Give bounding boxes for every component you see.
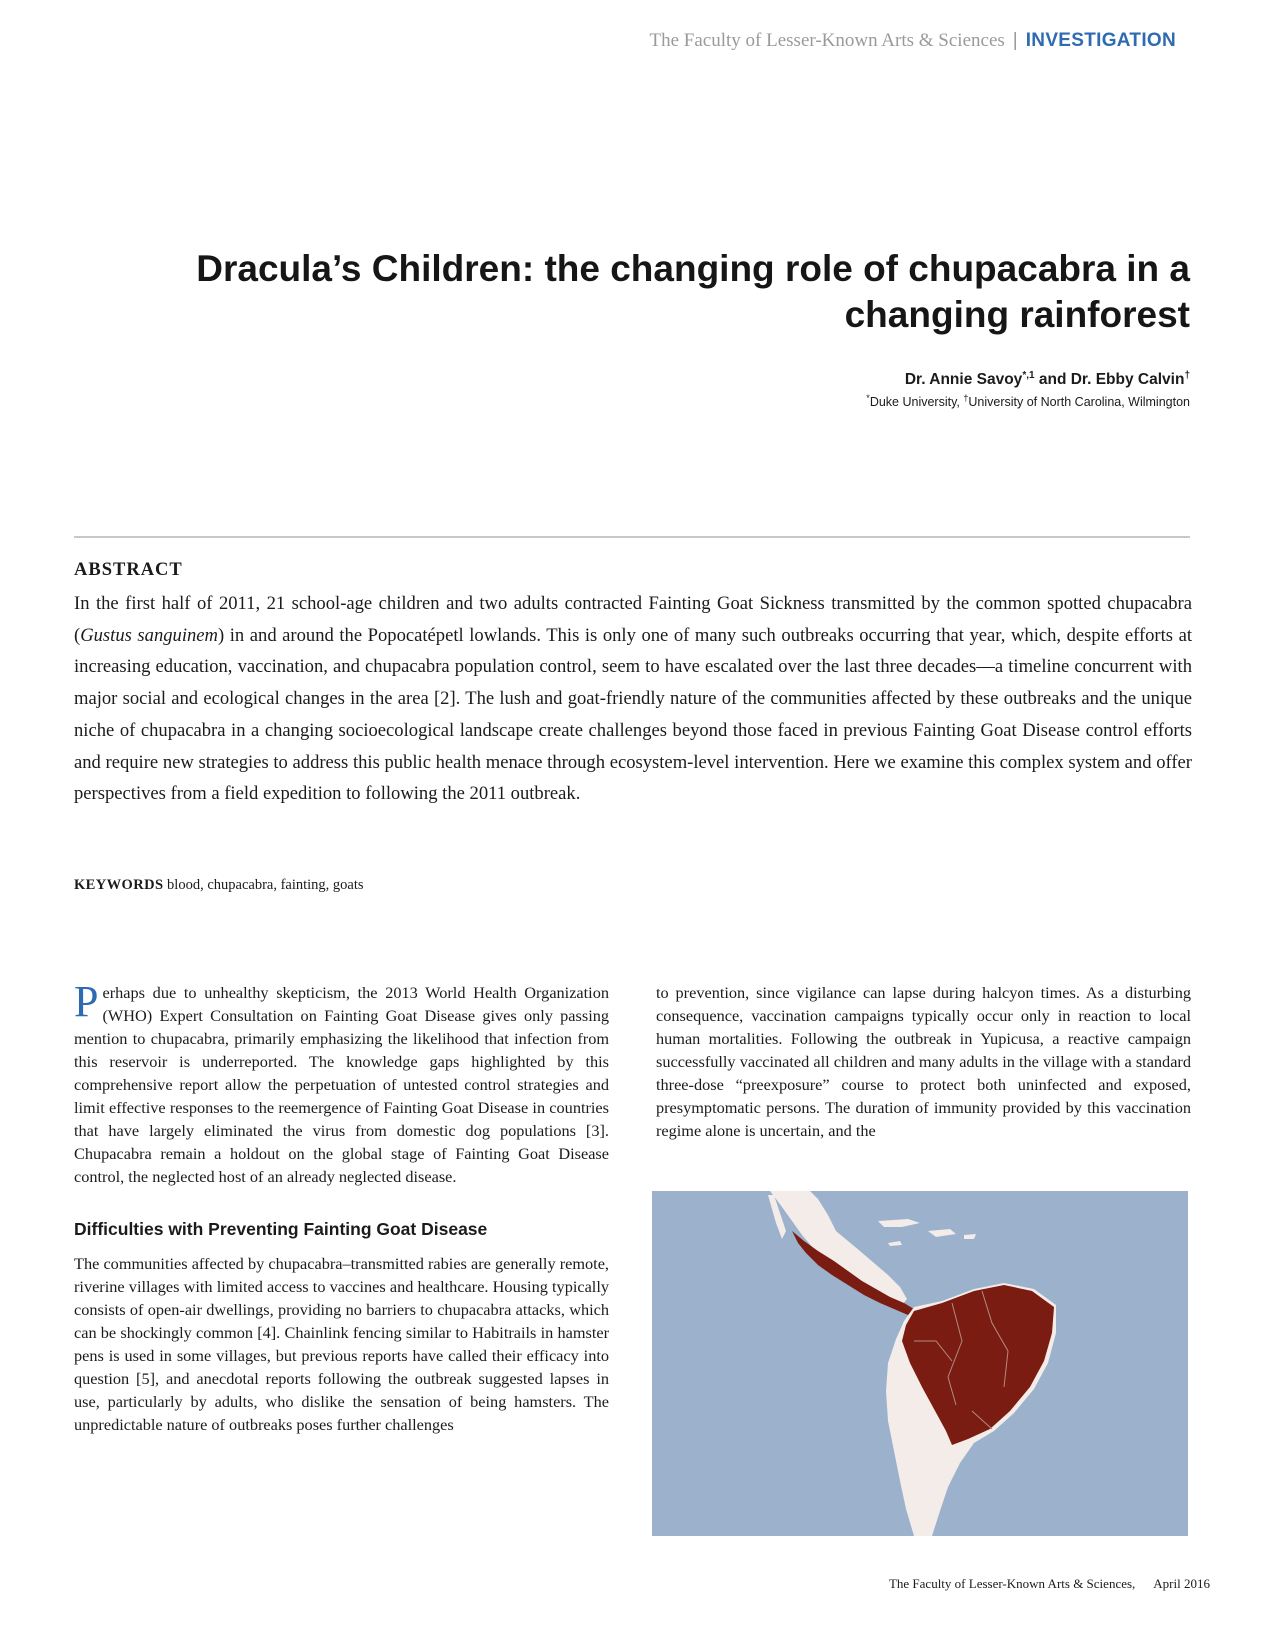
abstract-text (74, 588, 1192, 810)
species-name: Gustus sanguinem (80, 624, 218, 646)
keywords-line (74, 875, 364, 895)
header-separator: | (1012, 30, 1018, 51)
article-title: Dracula’s Children: the changing role of chupacabra in a changing rainforest (196, 248, 1190, 335)
range-map-figure (652, 1191, 1188, 1536)
section-paragraph: The communities affected by chupacabra–transmitted rabies are generally remote, riverine villages with limited access to vaccines and healthcare. Housing typically consists of open-air dwellings, providing no barriers to chupacabra attacks, which can be shockingly common [4]. Chainlink fencing similar to Habitrails in hamster pens is used in some villages, but previous reports have called their efficacy into question [5], and anecdotal reports following the outbreak suggested lapses in use, particularly by adults, who dislike the sensation of being hamsters. The unpredictable nature of outbreaks poses further challenges (74, 1254, 609, 1434)
abstract-text-part-2: ) in and around the Popocatépetl lowlands. This is only one of many such outbreaks occurring that year, which, despite efforts at increasing education, vaccination, and chupacabra population control, seem to have escalated over the last three decades—a timeline concurrent with major social and ecological changes in the area [2]. The lush and goat-friendly nature of the communities affected by these outbreaks and the unique niche of chupacabra in a changing socioecological landscape create challenges beyond those faced in previous Fainting Goat Disease control efforts and require new strategies to address this public health menace through ecosystem-level intervention. Here we examine this complex system and offer perspectives from a field expedition to following the 2011 outbreak. (74, 624, 1193, 805)
continuation-paragraph: to prevention, since vigilance can lapse during halcyon times. As a disturbing consequence, vaccination campaigns typically occur only in reaction to local human mortalities. Following the outbreak in Yupicusa, a reactive campaign successfully vaccinated all children and many adults in the village with a standard three-dose “preexposure” course to protect both uninfected and exposed, presymptomatic persons. The duration of immunity provided by this vaccination regime alone is uncertain, and the (656, 983, 1191, 1140)
affil-2-mark: † (963, 393, 969, 403)
intro-text: erhaps due to unhealthy skepticism, the 2013 World Health Organization (WHO) Expert Consultation on Fainting Goat Disease gives only passing mention to chupacabra, primarily emphasizing the likelihood that infection from this reservoir is underreported. The knowledge gaps highlighted by this comprehensive report allow the perpetuation of untested control strategies and limit effective responses to the reemergence of Fainting Goat Disease in countries that have largely eliminated the virus from domestic dog populations [3]. Chupacabra remain a holdout on the global stage of Fainting Goat Disease control, the neglected host of an already neglected disease. (74, 983, 609, 1186)
affil-1-mark: * (866, 393, 870, 403)
affiliations (866, 390, 1190, 410)
author-2-marks: † (1184, 370, 1190, 381)
americas-map (652, 1191, 1188, 1536)
author-2: Dr. Ebby Calvin (1070, 371, 1185, 389)
keywords-label: KEYWORDS (74, 877, 164, 893)
abstract-divider (74, 536, 1190, 538)
footer-journal: The Faculty of Lesser-Known Arts & Sciences, (888, 1576, 1136, 1591)
keywords-list: blood, chupacabra, fainting, goats (167, 877, 364, 893)
footer-date: April 2016 (1153, 1576, 1210, 1591)
author-line (905, 366, 1190, 390)
section-label: INVESTIGATION (1025, 30, 1176, 51)
journal-name: The Faculty of Lesser-Known Arts & Sciences (649, 30, 1005, 51)
abstract-text-part-1: In the first half of 2011, 21 school-age children and two adults contracted Fainting Goat Sickness transmitted by the common spotted chupacabra ( (74, 593, 1192, 646)
affil-2: University of North Carolina, Wilmington (968, 395, 1190, 410)
right-column (656, 981, 1191, 1142)
abstract-heading: ABSTRACT (74, 560, 183, 580)
left-column (74, 977, 609, 1436)
intro-paragraph (74, 977, 609, 1188)
author-1: Dr. Annie Savoy (904, 371, 1023, 389)
running-header (650, 29, 1176, 53)
author-1-marks: *,1 (1022, 370, 1035, 381)
author-joiner: and (1038, 371, 1067, 389)
affil-1: Duke University, (869, 395, 960, 410)
section-heading: Difficulties with Preventing Fainting Goat Disease (74, 1219, 488, 1239)
drop-cap: P (74, 977, 99, 1026)
page-footer (889, 1575, 1210, 1593)
